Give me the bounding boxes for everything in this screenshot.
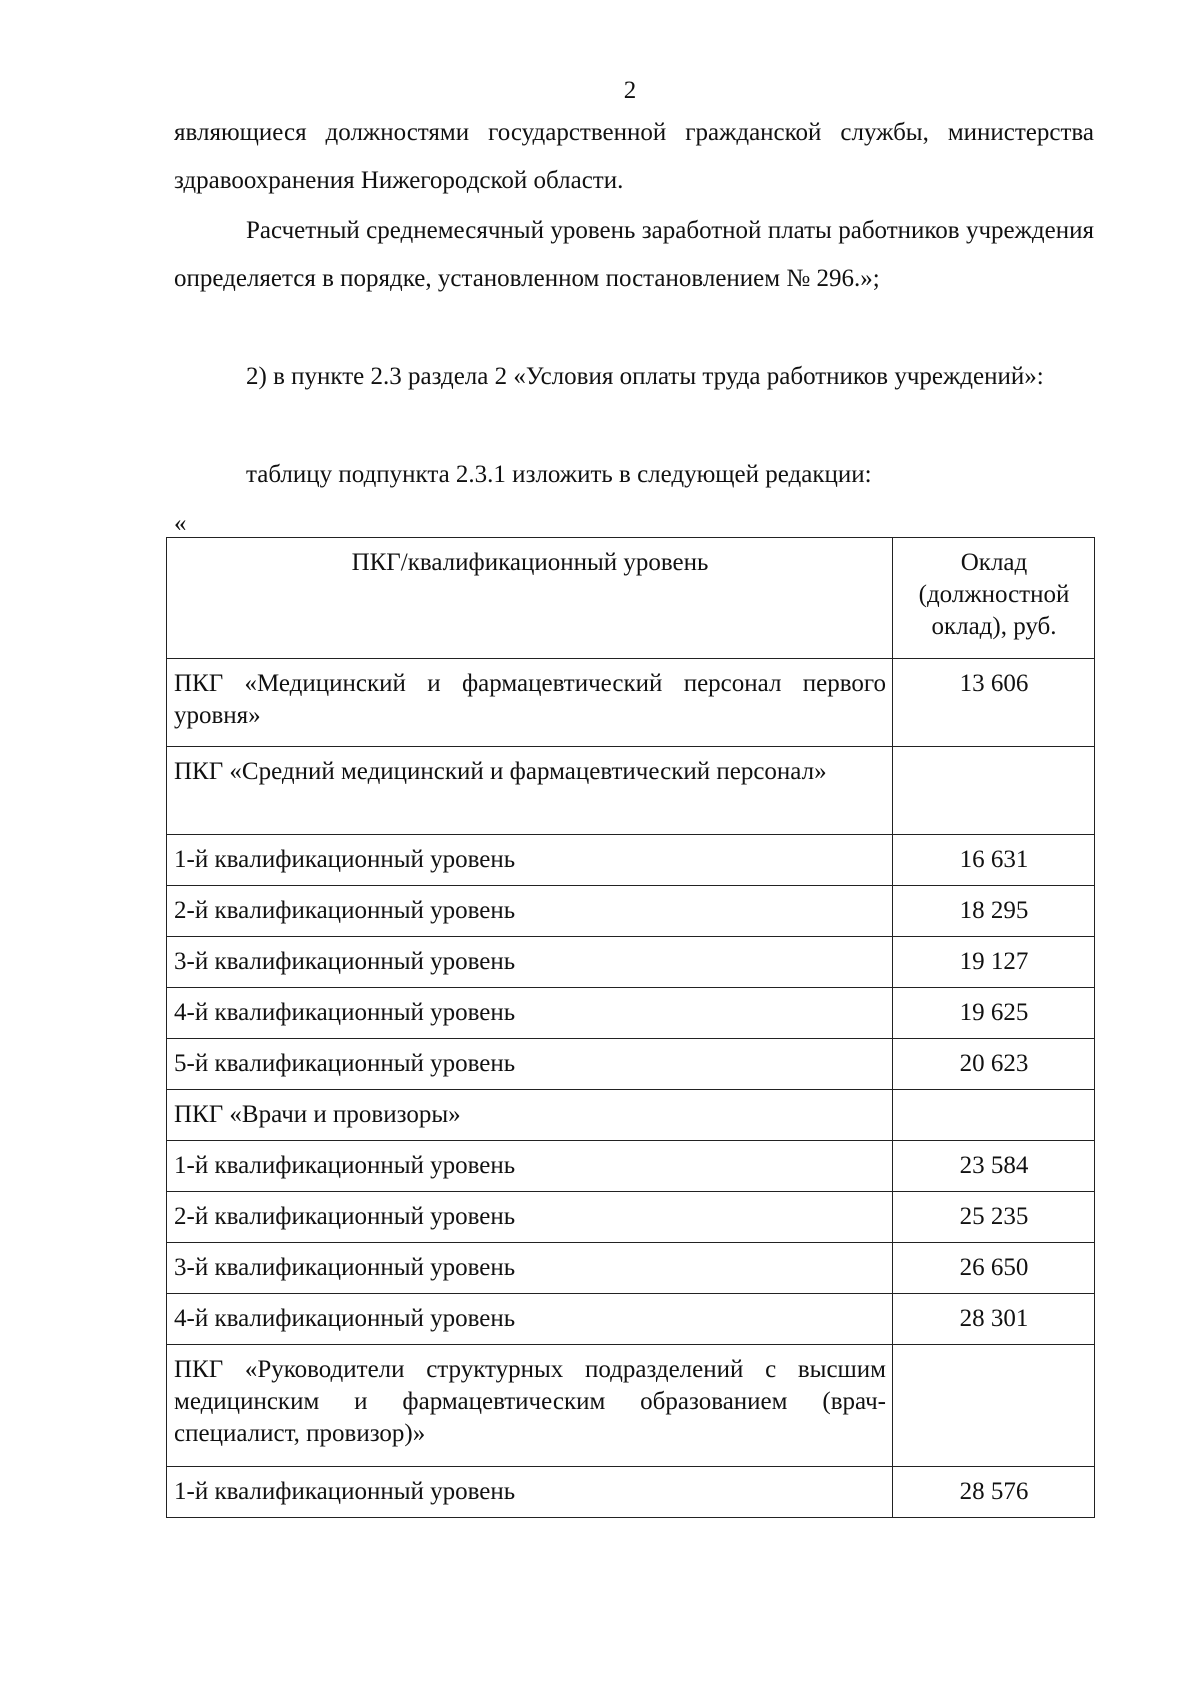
- row-name: 4-й квалификационный уровень: [167, 1294, 893, 1345]
- row-name: 2-й квалификационный уровень: [167, 886, 893, 937]
- table-row: [167, 886, 1095, 937]
- table-row: [167, 1294, 1095, 1345]
- table-row: [167, 1090, 1095, 1141]
- page-number: 2: [623, 77, 637, 104]
- table-row: [167, 747, 1095, 835]
- header-qualification-level: ПКГ/квалификационный уровень: [167, 538, 893, 659]
- table-row: [167, 659, 1095, 747]
- row-name: 1-й квалификационный уровень: [167, 1141, 893, 1192]
- paragraph-continuation: являющиеся должностями государственной гражданской службы, министерства здравоохранения Нижегородской области.: [174, 119, 1094, 194]
- table-row: [167, 1345, 1095, 1467]
- row-value: 23 584: [893, 1141, 1095, 1192]
- paragraph-table-intro: таблицу подпункта 2.3.1 изложить в следующей редакции:: [246, 461, 872, 488]
- row-name: ПКГ «Врачи и провизоры»: [167, 1090, 893, 1141]
- row-name: ПКГ «Средний медицинский и фармацевтический персонал»: [167, 747, 893, 835]
- row-value: 20 623: [893, 1039, 1095, 1090]
- table-row: [167, 1243, 1095, 1294]
- table-row: [167, 1467, 1095, 1518]
- row-value: 28 301: [893, 1294, 1095, 1345]
- opening-quote-mark: «: [174, 510, 187, 537]
- table-row: [167, 937, 1095, 988]
- table-row: [167, 1141, 1095, 1192]
- header-salary: Оклад (должностной оклад), руб.: [893, 538, 1095, 659]
- table-row: [167, 988, 1095, 1039]
- row-name: 3-й квалификационный уровень: [167, 1243, 893, 1294]
- row-name: ПКГ «Медицинский и фармацевтический персонал первого уровня»: [167, 659, 893, 747]
- table-header-row: [167, 538, 1095, 659]
- row-name: 4-й квалификационный уровень: [167, 988, 893, 1039]
- row-value: 26 650: [893, 1243, 1095, 1294]
- table-row: [167, 1192, 1095, 1243]
- row-value: 19 127: [893, 937, 1095, 988]
- salary-table: [166, 537, 1095, 1518]
- row-value: [893, 1090, 1095, 1141]
- paragraph-salary-level: Расчетный среднемесячный уровень заработной платы работников учреждения определяется в порядке, установленном постановлением № 296.»;: [174, 217, 1094, 292]
- row-value: [893, 1345, 1095, 1467]
- row-name: ПКГ «Руководители структурных подразделений с высшим медицинским и фармацевтическим образованием (врач-специалист, провизор)»: [167, 1345, 893, 1467]
- row-value: 19 625: [893, 988, 1095, 1039]
- row-value: [893, 747, 1095, 835]
- row-value: 13 606: [893, 659, 1095, 747]
- row-name: 1-й квалификационный уровень: [167, 835, 893, 886]
- row-name: 3-й квалификационный уровень: [167, 937, 893, 988]
- row-value: 16 631: [893, 835, 1095, 886]
- row-value: 25 235: [893, 1192, 1095, 1243]
- paragraph-item-2: 2) в пункте 2.3 раздела 2 «Условия оплаты труда работников учреждений»:: [246, 363, 1044, 390]
- row-name: 1-й квалификационный уровень: [167, 1467, 893, 1518]
- row-value: 18 295: [893, 886, 1095, 937]
- row-name: 2-й квалификационный уровень: [167, 1192, 893, 1243]
- table-row: [167, 1039, 1095, 1090]
- table-row: [167, 835, 1095, 886]
- row-name: 5-й квалификационный уровень: [167, 1039, 893, 1090]
- row-value: 28 576: [893, 1467, 1095, 1518]
